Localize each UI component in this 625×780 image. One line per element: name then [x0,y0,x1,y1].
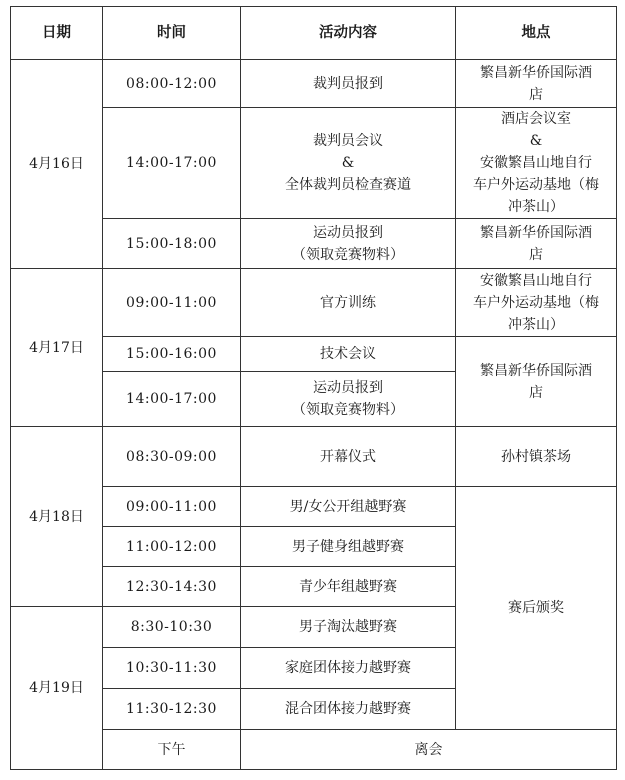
time-cell: 15:00-18:00 [103,219,241,269]
date-cell: 4月18日 [11,427,103,607]
activity-cell: 家庭团体接力越野赛 [241,648,456,689]
location-cell: 繁昌新华侨国际酒 店 [456,337,617,427]
time-cell: 08:00-12:00 [103,60,241,108]
time-cell: 11:30-12:30 [103,689,241,730]
time-cell: 11:00-12:00 [103,527,241,567]
activity-cell: 开幕仪式 [241,427,456,487]
activity-cell: 男/女公开组越野赛 [241,487,456,527]
activity-cell: 运动员报到 （领取竞赛物料） [241,372,456,427]
time-cell: 15:00-16:00 [103,337,241,372]
location-cell: 酒店会议室 & 安徽繁昌山地自行 车户外运动基地（梅 冲茶山） [456,108,617,219]
activity-cell: 运动员报到 （领取竞赛物料） [241,219,456,269]
header-time: 时间 [103,7,241,60]
activity-cell: 混合团体接力越野赛 [241,689,456,730]
activity-cell: 离会 [241,730,617,770]
location-cell: 赛后颁奖 [456,487,617,730]
activity-cell: 裁判员报到 [241,60,456,108]
time-cell: 下午 [103,730,241,770]
schedule-table [10,6,617,770]
date-cell: 4月19日 [11,607,103,770]
header-activity: 活动内容 [241,7,456,60]
time-cell: 10:30-11:30 [103,648,241,689]
time-cell: 08:30-09:00 [103,427,241,487]
time-cell: 14:00-17:00 [103,372,241,427]
activity-cell: 青少年组越野赛 [241,567,456,607]
header-date: 日期 [11,7,103,60]
time-cell: 09:00-11:00 [103,487,241,527]
table-row [11,427,617,487]
location-cell: 繁昌新华侨国际酒 店 [456,219,617,269]
activity-cell: 裁判员会议 & 全体裁判员检查赛道 [241,108,456,219]
activity-cell: 官方训练 [241,269,456,337]
header-location: 地点 [456,7,617,60]
location-cell: 繁昌新华侨国际酒 店 [456,60,617,108]
location-cell: 安徽繁昌山地自行 车户外运动基地（梅 冲茶山） [456,269,617,337]
date-cell: 4月17日 [11,269,103,427]
location-cell: 孙村镇茶场 [456,427,617,487]
header-row [11,7,617,60]
activity-cell: 男子健身组越野赛 [241,527,456,567]
time-cell: 8:30-10:30 [103,607,241,648]
time-cell: 09:00-11:00 [103,269,241,337]
time-cell: 12:30-14:30 [103,567,241,607]
time-cell: 14:00-17:00 [103,108,241,219]
table-row [11,60,617,108]
table-row [11,269,617,337]
activity-cell: 男子淘汰越野赛 [241,607,456,648]
date-cell: 4月16日 [11,60,103,269]
activity-cell: 技术会议 [241,337,456,372]
